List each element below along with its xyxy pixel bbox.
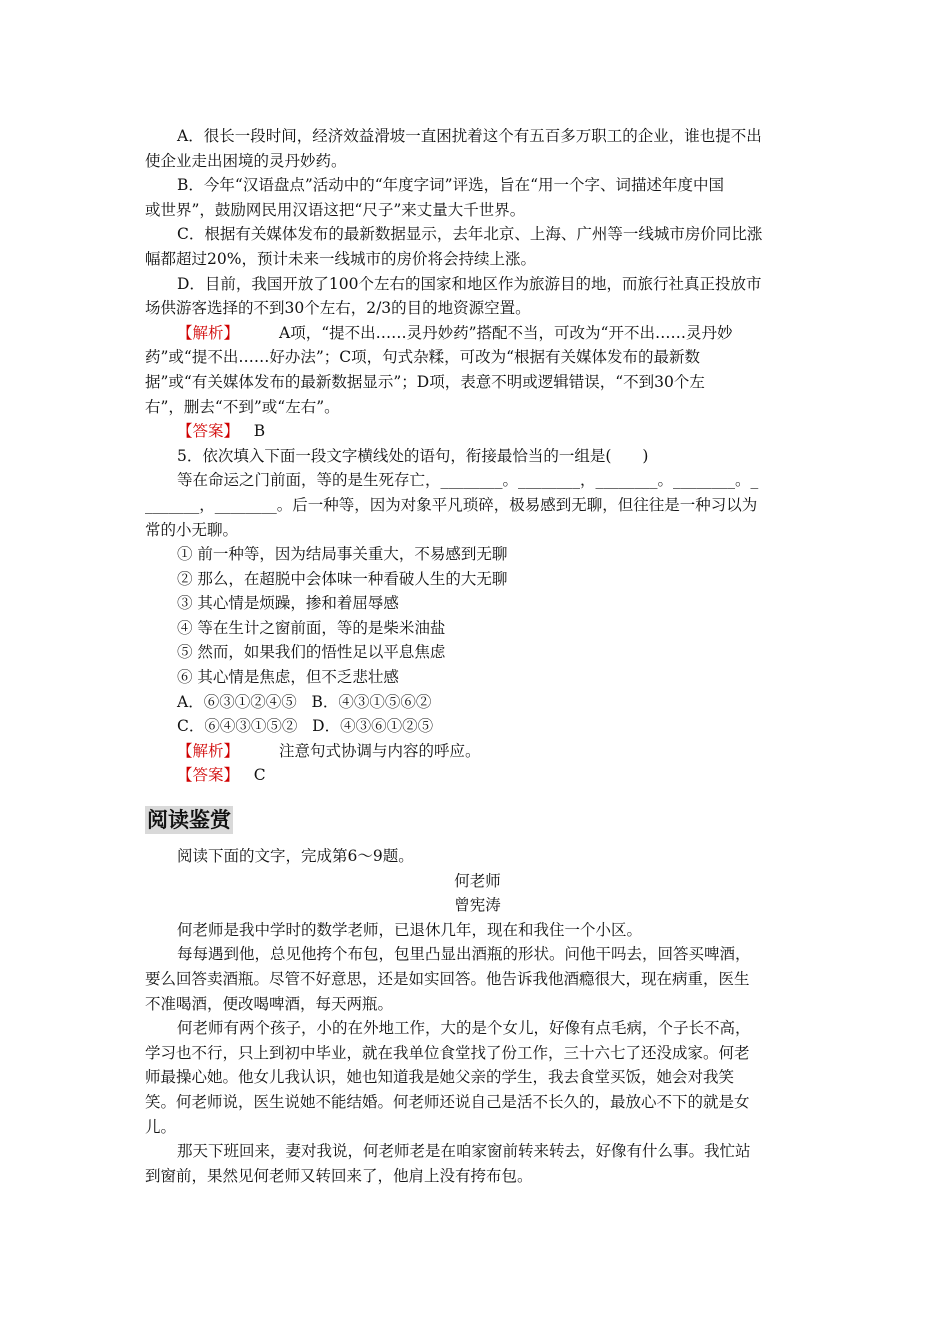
text-line: 笑。何老师说，医生说她不能结婚。何老师还说自己是活不长久的，最放心不下的就是女 xyxy=(145,1092,750,1111)
list-item: ④ 等在生计之窗前面，等的是柴米油盐 xyxy=(177,618,446,637)
article-paragraph xyxy=(145,1139,810,1188)
list-item: ⑥ 其心情是焦虑，但不乏悲壮感 xyxy=(177,668,399,687)
text-line: 何老师是我中学时的数学老师，已退休几年，现在和我住一个小区。 xyxy=(177,920,643,939)
text-line: 师最操心她。他女儿我认识，她也知道我是她父亲的学生，我去食堂买饭，她会对我笑 xyxy=(145,1068,735,1087)
answer-tag: 【答案】 xyxy=(177,766,240,785)
text-line: 那天下班回来，妻对我说，何老师老是在咱家窗前转来转去，好像有什么事。我忙站 xyxy=(177,1142,751,1161)
article-paragraph xyxy=(145,1016,810,1139)
text-line: 药”或“提不出……好办法”；C项，句式杂糅，可改为“根据有关媒体发布的最新数 xyxy=(145,348,701,367)
text-line: C．根据有关媒体发布的最新数据显示，去年北京、上海、广州等一线城市房价同比涨 xyxy=(177,225,763,244)
text-line: 场供游客选择的不到30个左右，2/3的目的地资源空置。 xyxy=(145,299,531,318)
q5-answer xyxy=(145,763,810,788)
list-item: ③ 其心情是烦躁，掺和着屈辱感 xyxy=(177,594,399,613)
text-line: 或世界”，鼓励网民用汉语这把“尺子”来丈量大千世界。 xyxy=(145,200,526,219)
section-heading: 阅读鉴赏 xyxy=(147,808,231,833)
article-paragraph xyxy=(145,942,810,1016)
choice-c: C．⑥④③①⑤② xyxy=(177,717,298,736)
q5-stem: 5．依次填入下面一段文字横线处的语句，衔接最恰当的一组是( ) xyxy=(177,446,649,465)
choice-d: D．④③⑥①②⑤ xyxy=(312,717,434,736)
text-line: 右”，删去“不到”或“左右”。 xyxy=(145,397,340,416)
text-line: 何老师有两个孩子，小的在外地工作，大的是个女儿，好像有点毛病，个子长不高， xyxy=(177,1019,751,1038)
text-line: 不准喝酒，便改喝啤酒，每天两瓶。 xyxy=(145,994,394,1013)
text-line: 儿。 xyxy=(145,1117,177,1136)
analysis-text: A项，“提不出……灵丹妙药”搭配不当，可改为“开不出……灵丹妙 xyxy=(279,323,733,342)
text-line: D．目前，我国开放了100个左右的国家和地区作为旅游目的地，而旅行社真正投放市 xyxy=(177,274,762,293)
text-line: _______，________。后一种等，因为对象平凡琐碎，极易感到无聊，但往往是一种习以为 xyxy=(145,495,758,514)
choice-b: B．④③①⑤⑥② xyxy=(311,692,432,711)
answer-tag: 【答案】 xyxy=(177,422,240,441)
answer-value: B xyxy=(253,422,266,441)
q5-choices xyxy=(145,690,810,739)
list-item: ② 那么，在超脱中会体味一种看破人生的大无聊 xyxy=(177,569,508,588)
text-line: 学习也不行，只上到初中毕业，就在我单位食堂找了份工作，三十六七了还没成家。何老 xyxy=(145,1043,750,1062)
article-title: 何老师 xyxy=(454,871,501,890)
text-line: 每每遇到他，总见他挎个布包，包里凸显出酒瓶的形状。问他干吗去，回答买啤酒， xyxy=(177,945,751,964)
article-paragraph xyxy=(145,918,810,943)
analysis-text: 注意句式协调与内容的呼应。 xyxy=(279,741,481,760)
analysis-tag: 【解析】 xyxy=(177,323,240,342)
choice-a: A．⑥③①②④⑤ xyxy=(177,692,297,711)
option-d xyxy=(145,272,810,321)
q5-passage xyxy=(145,468,810,542)
text-line: 据”或“有关媒体发布的最新数据显示”；D项，表意不明或逻辑错误，“不到30个左 xyxy=(145,372,705,391)
analysis-tag: 【解析】 xyxy=(177,741,240,760)
text-line: 到窗前，果然见何老师又转回来了，他肩上没有挎布包。 xyxy=(145,1166,533,1185)
text-line: 常的小无聊。 xyxy=(145,520,239,539)
q5-analysis xyxy=(145,739,810,764)
text-line: 要么回答卖酒瓶。尽管不好意思，还是如实回答。他告诉我他酒瘾很大，现在病重，医生 xyxy=(145,970,750,988)
list-item: ⑤ 然而，如果我们的悟性足以平息焦虑 xyxy=(177,643,446,662)
article-author: 曾宪涛 xyxy=(454,896,501,915)
option-a xyxy=(145,124,810,173)
answer-value: C xyxy=(253,766,266,785)
list-item: ① 前一种等，因为结局事关重大，不易感到无聊 xyxy=(177,545,508,564)
text-line: A．很长一段时间，经济效益滑坡一直困扰着这个有五百多万职工的企业，谁也提不出 xyxy=(177,127,762,145)
q4-analysis xyxy=(145,321,810,419)
option-b xyxy=(145,173,810,222)
document-page xyxy=(145,124,810,1188)
text-line: 等在命运之门前面，等的是生死存亡，________。________，________。________。_ xyxy=(177,471,759,490)
q5-items xyxy=(145,542,810,690)
reading-intro: 阅读下面的文字，完成第6～9题。 xyxy=(177,847,414,866)
text-line: 使企业走出困境的灵丹妙药。 xyxy=(145,151,347,170)
option-c xyxy=(145,222,810,271)
q4-answer xyxy=(145,419,810,444)
text-line: 幅都超过20%，预计未来一线城市的房价将会持续上涨。 xyxy=(145,249,536,268)
text-line: B．今年“汉语盘点”活动中的“年度字词”评选，旨在“用一个字、词描述年度中国 xyxy=(177,176,725,195)
